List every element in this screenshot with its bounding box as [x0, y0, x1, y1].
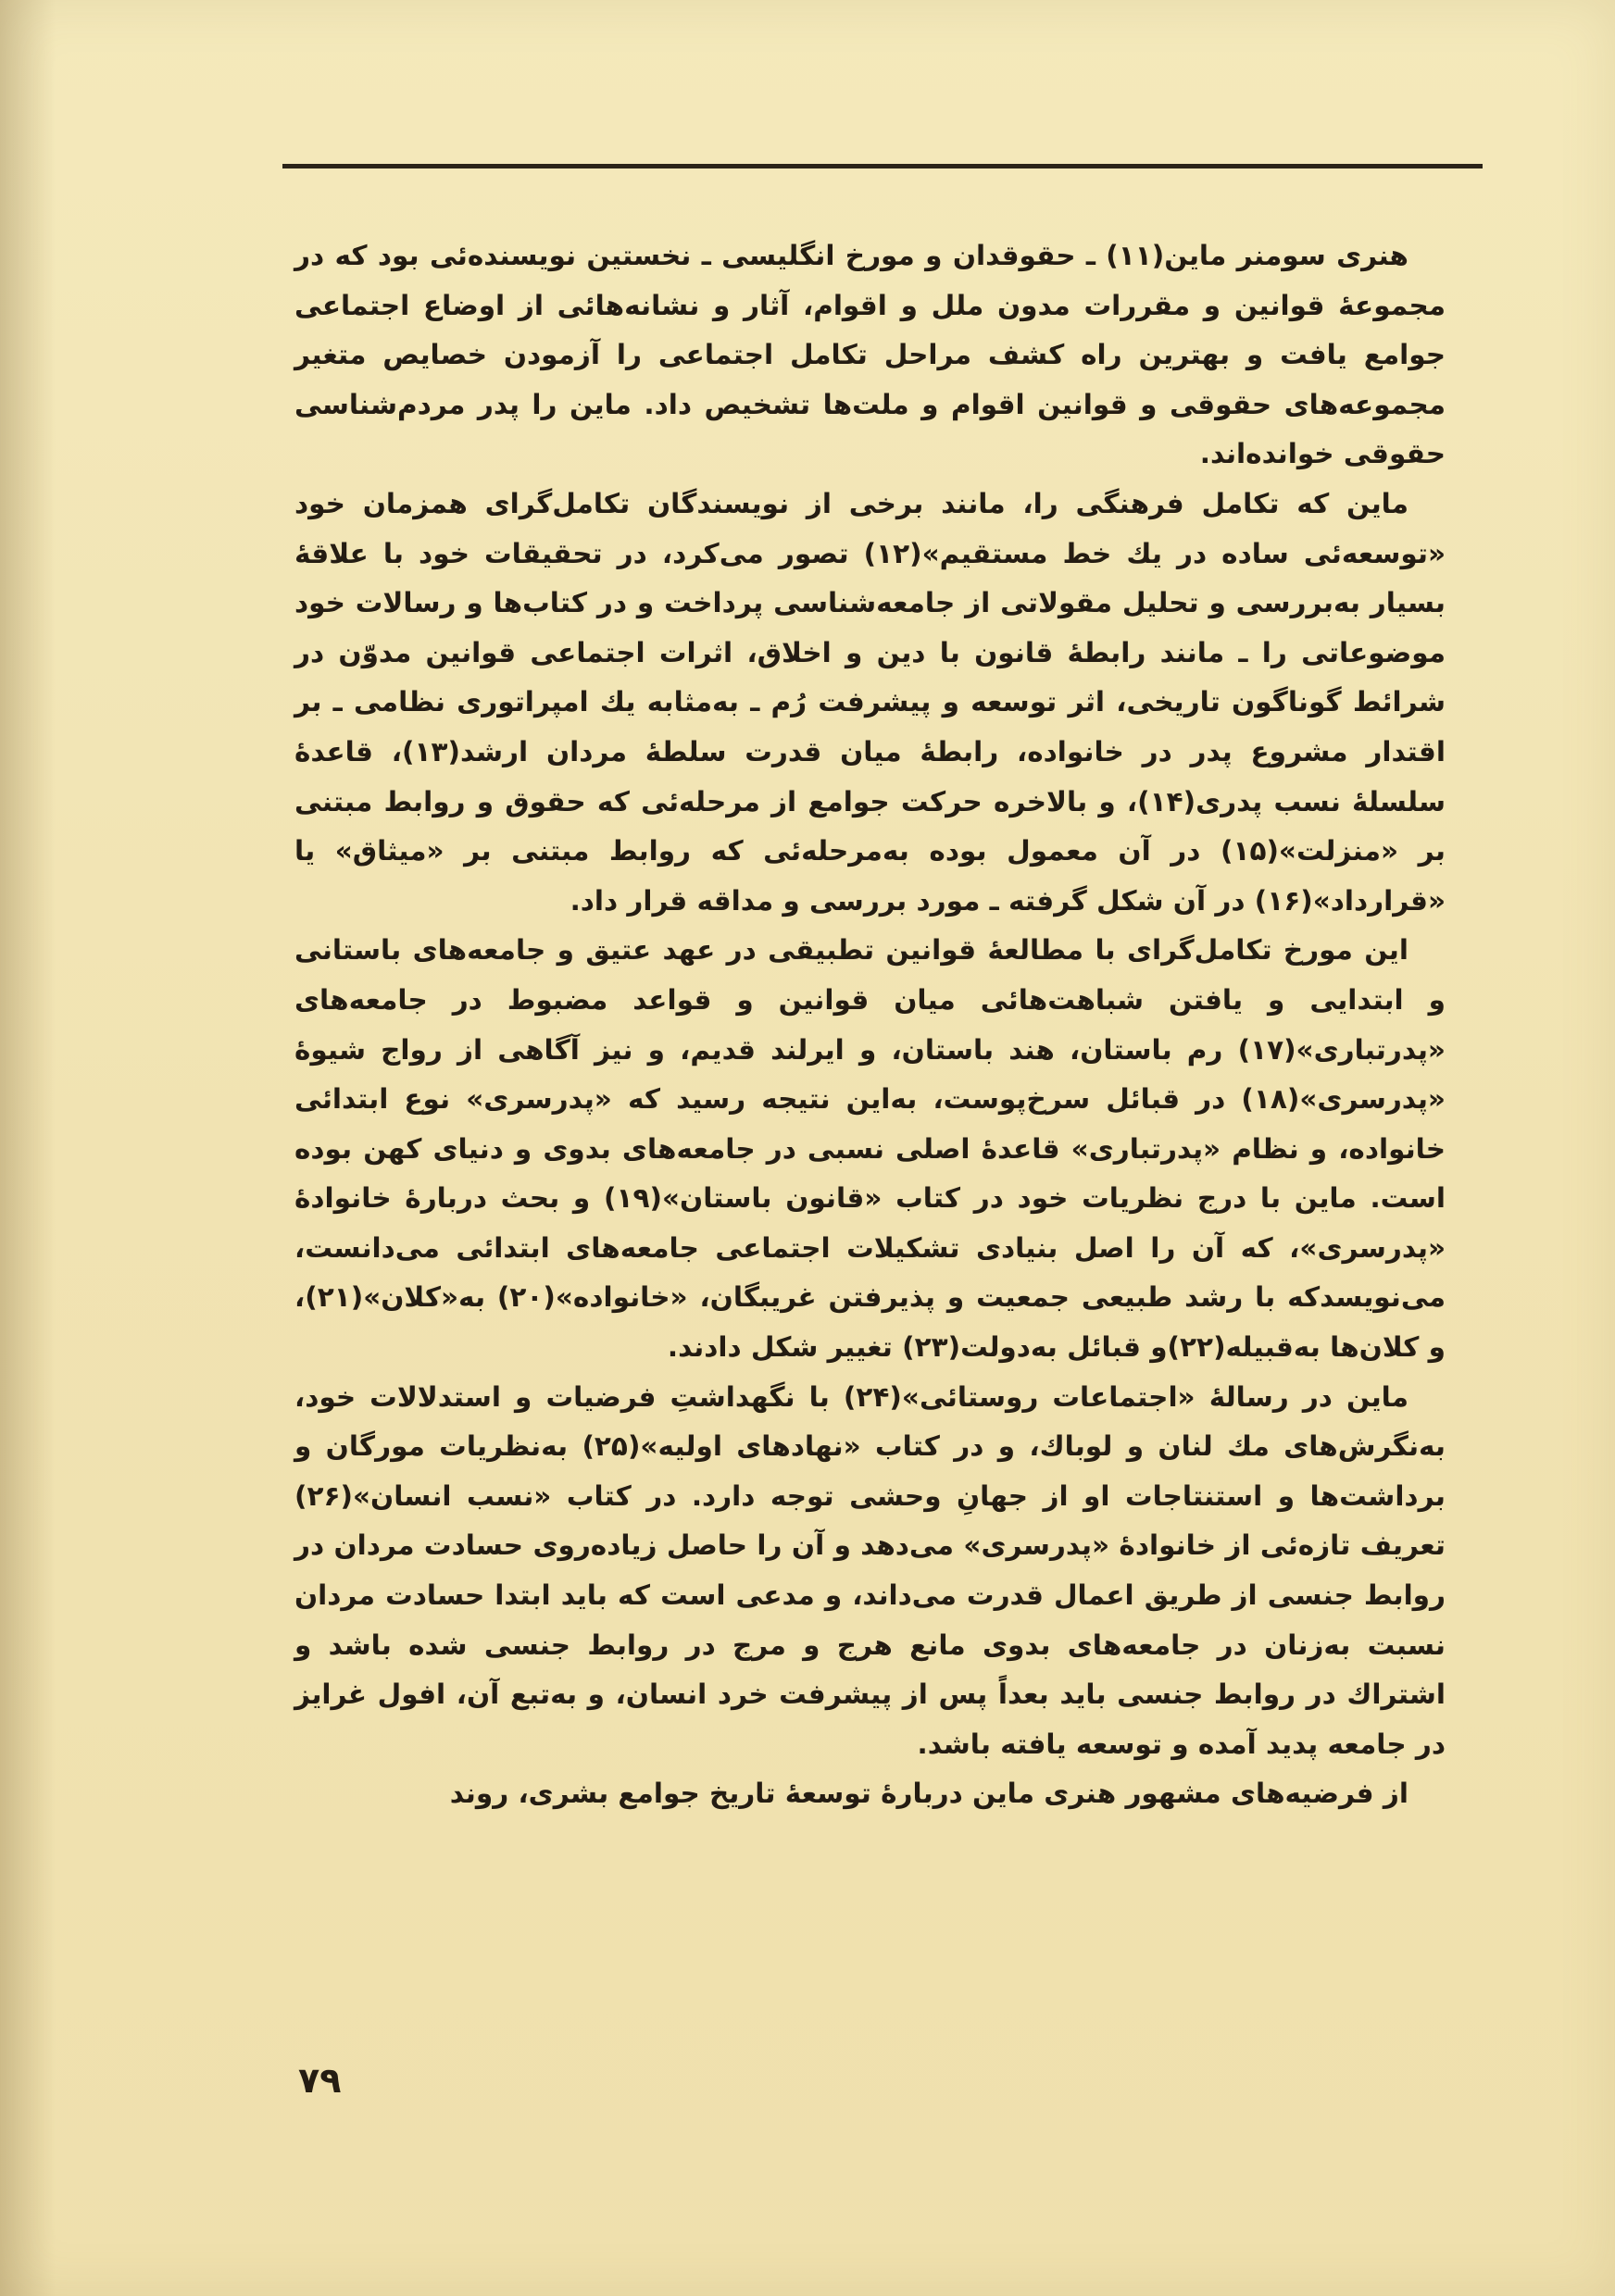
body-text: [294, 231, 1446, 1819]
paragraph-1: هنری سومنر ماین(۱۱) ـ حقوقدان و مورخ انگلیسی ـ نخستین نویسنده‌ئی بود که در مجموعهٔ قوانین و مقررات مدون ملل و اقوام، آثار و نشانه‌هائی از اوضاع اجتماعی جوامع یافت و بهترین راه کشف مراحل تکامل اجتماعی را آزمودن خصایص متغیر مجموعه‌های حقوقی و قوانین اقوام و ملت‌ها تشخیص داد. ماین را پدر مردم‌شناسی حقوقی خوانده‌اند.: [294, 240, 1446, 470]
paragraph-5: از فرضیه‌های مشهور هنری ماین دربارهٔ توسعهٔ تاریخ جوامع بشری، روند: [449, 1778, 1408, 1810]
page-edge-shadow: [0, 0, 56, 2296]
paragraph-4: ماین در رسالهٔ «اجتماعات روستائی»(۲۴) با نگهداشتِ فرضیات و استدلالات خود، به‌نگرش‌های مك لنان و لوباك، و در کتاب «نهادهای اولیه»(۲۵) به‌نظریات مورگان و برداشت‌ها و استنتاجات او از جهانِ وحشی توجه دارد. در کتاب «نسب انسان»(۲۶) تعریف تازه‌ئی از خانوادهٔ «پدرسری» می‌دهد و آن را حاصل زیاده‌روی حسادت مردان در روابط جنسی از طریق اعمال قدرت می‌داند، و مدعی است که باید ابتدا حسادت مردان نسبت به‌زنان در جامعه‌های بدوی مانع هرج و مرج در روابط جنسی شده باشد و اشتراك در روابط جنسی باید بعداً پس از پیشرفت خرد انسان، و به‌تبع آن، افول غرایز در جامعه پدید آمده و توسعه یافته باشد.: [294, 1380, 1446, 1760]
paragraph-2: ماین که تکامل فرهنگی را، مانند برخی از نویسندگان تکامل‌گرای همزمان خود «توسعه‌ئی ساده در یك خط مستقیم»(۱۲) تصور می‌کرد، در تحقیقات خود با علاقهٔ بسیار به‌بررسی و تحلیل مقولاتی از جامعه‌شناسی پرداخت و در کتاب‌ها و رسالات خود موضوعاتی را ـ مانند رابطهٔ قانون با دین و اخلاق، اثرات اجتماعی قوانین مدوّن در شرائط گوناگون تاریخی، اثر توسعه و پیشرفت رُم ـ به‌مثابه یك امپراتوری نظامی ـ بر اقتدار مشروع پدر در خانواده، رابطهٔ میان قدرت سلطهٔ مردان ارشد(۱۳)، قاعدهٔ سلسلهٔ نسب پدری(۱۴)، و بالاخره حرکت جوامع از مرحله‌ئی که حقوق و روابط مبتنی بر «منزلت»(۱۵) در آن معمول بوده به‌مرحله‌ئی که روابط مبتنی بر «میثاق» یا «قرارداد»(۱۶) در آن شکل گرفته ـ مورد بررسی و مداقه قرار داد.: [294, 487, 1446, 917]
header-rule: [282, 164, 1483, 168]
page-number: ۷۹: [298, 2060, 342, 2101]
paragraph-3: این مورخ تکامل‌گرای با مطالعهٔ قوانین تطبیقی در عهد عتیق و جامعه‌های باستانی و ابتدایی و یافتن شباهت‌هائی میان قوانین و قواعد مضبوط در جامعه‌های «پدرتباری»(۱۷) رم باستان، هند باستان، و ایرلند قدیم، و نیز آگاهی از رواج شیوهٔ «پدرسری»(۱۸) در قبائل سرخ‌پوست، به‌این نتیجه رسید که «پدرسری» نوع ابتدائی خانواده، و نظام «پدرتباری» قاعدهٔ اصلی نسبی در جامعه‌های بدوی و دنیای کهن بوده است. ماین با درج نظریات خود در کتاب «قانون باستان»(۱۹) و بحث دربارهٔ خانوادهٔ «پدرسری»، که آن را اصل بنیادی تشکیلات اجتماعی جامعه‌های ابتدائی می‌دانست، می‌نویسدکه با رشد طبیعی جمعیت و پذیرفتن غریبگان، «خانواده»(۲۰) به«کلان»(۲۱)، و کلان‌ها به‌قبیله(۲۲)و قبائل به‌دولت(۲۳) تغییر شکل دادند.: [294, 934, 1446, 1364]
